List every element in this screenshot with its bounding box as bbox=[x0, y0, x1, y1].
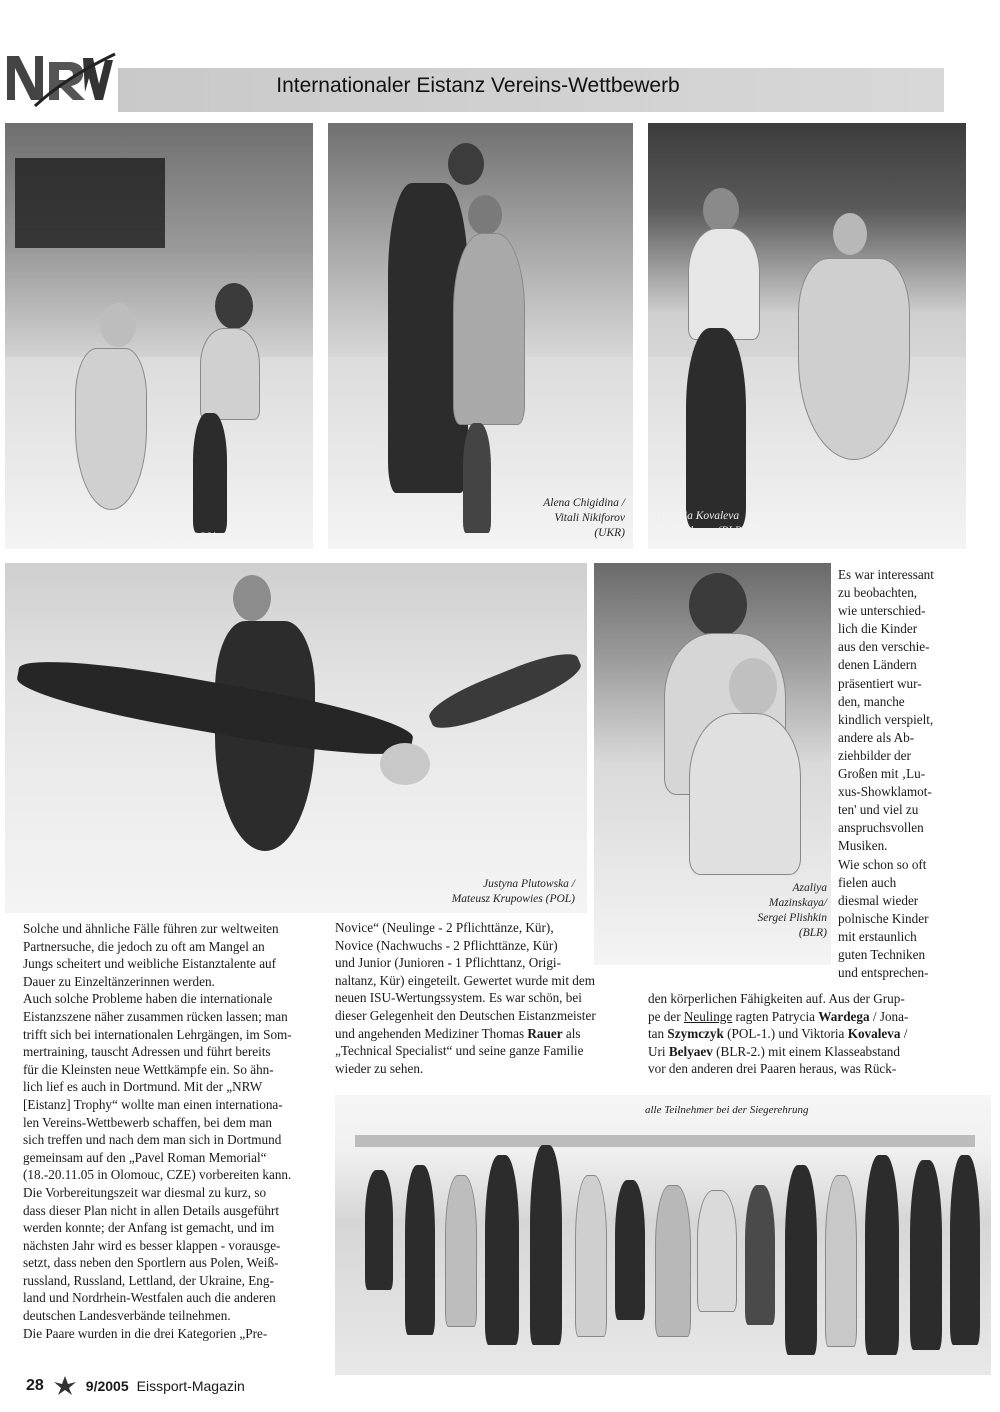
photo-wardega-szymczyk bbox=[5, 123, 313, 549]
photo-chigidina-nikiforov bbox=[328, 123, 633, 549]
photo-caption: Alena Chigidina / Vitali Nikiforov (UKR) bbox=[543, 497, 625, 539]
photo-caption: Viktoria Kovaleva /Uri Belyaev (BLR-2.) bbox=[656, 510, 758, 537]
photo-group-award-ceremony bbox=[335, 1095, 991, 1375]
article-column-right-bottom: den körperlichen Fähigkeiten auf. Aus der Grup- pe der Neulinge ragten Patrycia Wardega / Jona- tan Szymczyk (POL-1.) und Viktoria Kovaleva / Uri Belyaev (BLR-2.) mit einem Klasseabstand vor den anderen drei Paaren heraus, was Rück- bbox=[648, 991, 909, 1077]
photo-plutowska-krupowies bbox=[5, 563, 587, 913]
magazine-name: Eissport-Magazin bbox=[136, 1378, 245, 1394]
page-footer bbox=[26, 1374, 245, 1398]
photo-caption: Patrycia Wardega / Jonatan Szymczyk (POL) bbox=[9, 531, 217, 543]
page-title: Internationaler Eistanz Vereins-Wettbewerb bbox=[276, 74, 680, 97]
article-column-right-top: Es war interessant zu beobachten, wie unterschied- lich die Kinder aus den verschie- denen Ländern präsentiert wur- den, manche kindlich verspielt, andere als Ab- ziehbilder der Großen mit ‚Lu- xus-Showklamot- ten' und viel zu anspruchsvollen Musiken. Wie schon so oft fielen auch diesmal wieder polnische Kinder mit erstaunlich guten Techniken und entsprechen- bbox=[838, 567, 934, 981]
photo-caption: Azaliya Mazinskaya/ Sergei Plishkin (BLR) bbox=[757, 882, 827, 939]
photo-kovaleva-belyaev bbox=[648, 123, 966, 549]
magazine-logo-icon bbox=[52, 1374, 78, 1399]
article-column-middle: Novice“ (Neulinge - 2 Pflichttänze, Kür), Novice (Nachwuchs - 2 Pflichttänze, Kür) und Junior (Junioren - 1 Pflichttanz, Origi- naltanz, Kür) eingeteilt. Gewertet wurde mit dem neuen ISU-Wertungssystem. Es war schön, bei dieser Gelegenheit den Deutschen Eistanzmeister und angehenden Mediziner Thomas Rauer als „Technical Specialist“ und seine ganze Familie wieder zu sehen. bbox=[335, 920, 596, 1076]
photo-caption: Justyna Plutowska / Mateusz Krupowies (POL) bbox=[451, 878, 575, 905]
article-column-left: Solche und ähnliche Fälle führen zur weltweiten Partnersuche, die jedoch zu oft am Mangel an Jungs scheitert und weibliche Eistanztalente auf Dauer zu Einzeltänzerinnen werden. Auch solche Probleme haben die internationale Eistanzszene näher zusammen rücken lassen; man trifft sich bei internationalen Lehrgängen, im Som- mertraining, tauscht Adressen und führt bereits für die Kleinsten neue Wettkämpfe ein. So ähn- lich lief es auch in Dortmund. Mit der „NRW [Eistanz] Trophy“ wollte man einen internationa- len Vereins-Wettbewerb schaffen, bei dem man sich treffen und nach dem man sich in Dortmund gemeinsam auf den „Pavel Roman Memorial“ (18.-20.11.05 in Olomouc, CZE) vorbereiten kann. Die Vorbereitungszeit war diesmal zu kurz, so dass dieser Plan nicht in allen Details ausgeführt werden konnte; der Anfang ist gemacht, und im nächsten Jahr wird es besser klappen - vorausge- setzt, dass neben den Sportlern aus Polen, Weiß- russland, Russland, Lettland, der Ukraine, Eng- land und Nordrhein-Westfalen auch die anderen deutschen Landesverbände teilnehmen. Die Paare wurden in die drei Kategorien „Pre- bbox=[23, 921, 292, 1341]
nrw-logo bbox=[5, 48, 117, 110]
issue-number: 9/2005 bbox=[85, 1378, 129, 1394]
page-number: 28 bbox=[26, 1377, 44, 1394]
photo-caption: alle Teilnehmer bei der Siegerehrung bbox=[645, 1104, 809, 1116]
